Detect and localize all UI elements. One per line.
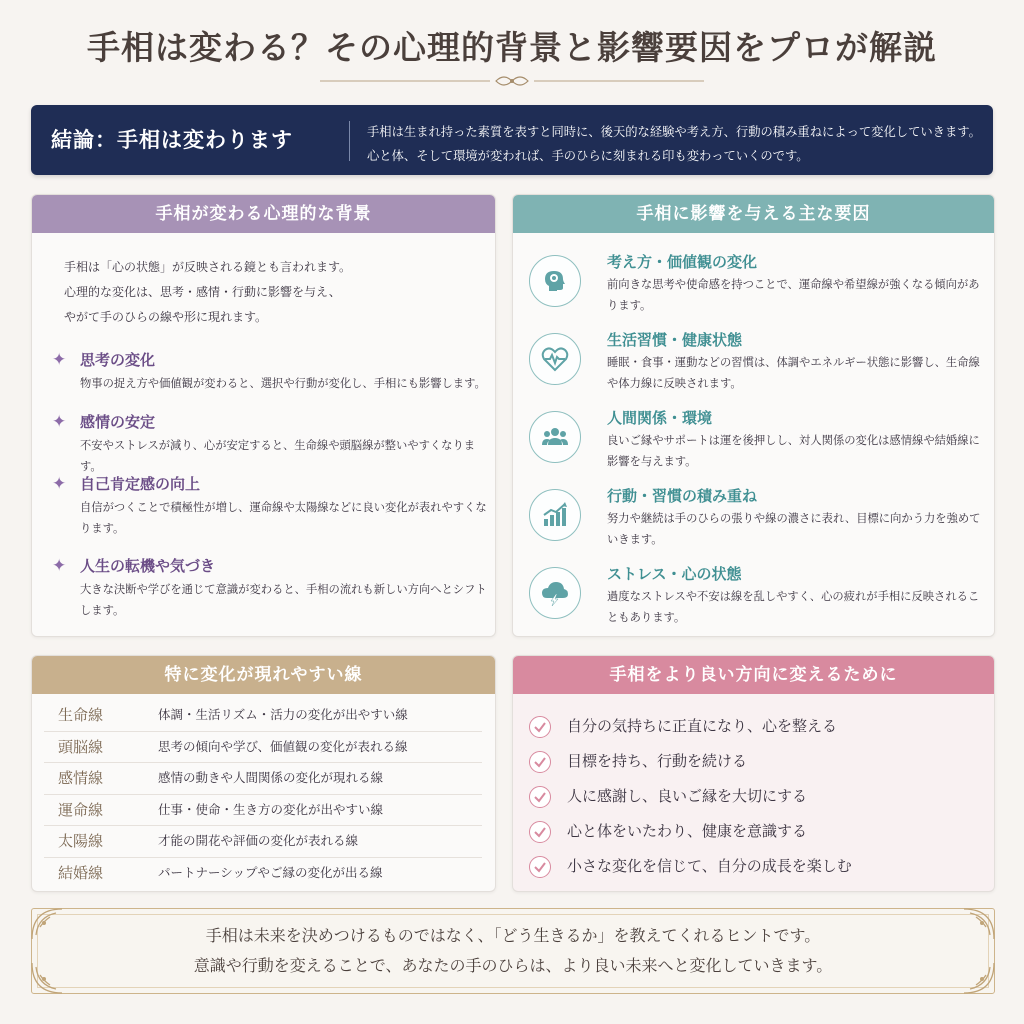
factor-item: [529, 407, 989, 477]
psych-intro-line: やがて手のひらの線や形に現れます。: [64, 310, 268, 324]
storm-cloud-icon: [529, 567, 581, 619]
list-item: [529, 781, 969, 811]
factor-item: [529, 251, 989, 321]
tips-panel-header: 手相をより良い方向に変えるために: [513, 656, 994, 694]
factor-title: 考え方・価値観の変化: [607, 253, 758, 271]
factor-text: 良いご縁やサポートは運を後押しし、対人関係の変化は感情線や結婚線に影響を与えます。: [607, 434, 980, 468]
list-item: [529, 746, 969, 776]
line-description: 仕事・使命・生き方の変化が出やすい線: [158, 801, 384, 817]
psych-item-title: 感情の安定: [80, 413, 156, 431]
page-title: 手相は変わる？その心理的背景と影響要因をプロが解説: [87, 28, 937, 67]
psych-intro-line: 手相は「心の状態」が反映される鏡とも言われます。: [64, 260, 352, 274]
factor-title: ストレス・心の状態: [607, 565, 742, 583]
factor-title: 行動・習慣の積み重ね: [607, 487, 758, 505]
line-description: 思考の傾向や学び、価値観の変化が表れる線: [158, 738, 408, 754]
conclusion-line-2: 心と体、そして環境が変われば、手のひらに刻まれる印も変わっていくのです。: [367, 149, 809, 163]
tip-text: 小さな変化を信じて、自分の成長を楽しむ: [567, 857, 852, 875]
check-icon: [529, 821, 551, 843]
psych-item-text: 自信がつくことで積極性が増し、運命線や太陽線などに良い変化が表れやすくなります。: [80, 501, 487, 535]
factor-item: [529, 485, 989, 555]
sparkle-icon: ✦: [52, 350, 67, 370]
factors-panel-header: 手相に影響を与える主な要因: [513, 195, 994, 233]
lines-panel-header: 特に変化が現れやすい線: [32, 656, 495, 694]
check-icon: [529, 751, 551, 773]
sparkle-icon: ✦: [52, 556, 67, 576]
conclusion-text: [367, 120, 987, 168]
table-row: [44, 763, 482, 795]
psych-item-title: 人生の転機や気づき: [80, 557, 216, 575]
tip-text: 目標を持ち、行動を続ける: [567, 752, 748, 770]
tip-text: 自分の気持ちに正直になり、心を整える: [567, 717, 838, 735]
lines-table: [44, 700, 482, 888]
factor-text: 前向きな思考や使命感を持つことで、運命線や希望線が強くなる傾向があります。: [607, 278, 980, 312]
psych-panel-header: 手相が変わる心理的な背景: [32, 195, 495, 233]
table-row: [44, 732, 482, 764]
list-item: [529, 711, 969, 741]
line-description: 才能の開花や評価の変化が表れる線: [158, 833, 359, 848]
psych-panel: [31, 194, 496, 637]
head-brain-icon: [529, 255, 581, 307]
factor-title: 人間関係・環境: [607, 409, 713, 427]
psych-item-text: 物事の捉え方や価値観が変わると、選択や行動が変化し、手相にも影響します。: [80, 377, 486, 390]
line-name: 運命線: [58, 800, 104, 819]
title-ornament: [300, 70, 724, 92]
factor-text: 努力や継続は手のひらの張りや線の濃さに表れ、目標に向かう力を強めていきます。: [607, 512, 981, 546]
psych-item-title: 思考の変化: [80, 351, 156, 369]
conclusion-divider: [349, 121, 350, 161]
factor-text: 過度なストレスや不安は線を乱しやすく、心の疲れが手相に反映されることもあります。: [607, 590, 980, 624]
table-row: [44, 826, 482, 858]
factor-item: [529, 563, 989, 633]
line-description: パートナーシップやご縁の変化が出る線: [158, 864, 383, 880]
check-icon: [529, 856, 551, 878]
growth-chart-icon: [529, 489, 581, 541]
conclusion-banner: [31, 105, 993, 175]
psych-intro: [64, 255, 351, 330]
table-row: [44, 700, 482, 732]
line-description: 感情の動きや人間関係の変化が現れる線: [158, 770, 384, 785]
line-name: 生命線: [58, 706, 104, 724]
check-icon: [529, 716, 551, 738]
table-row: [44, 795, 482, 827]
sparkle-icon: ✦: [52, 474, 67, 494]
factor-title: 生活習慣・健康状態: [607, 331, 743, 349]
tip-text: 人に感謝し、良いご縁を大切にする: [567, 787, 808, 805]
conclusion-label: 結論：手相は変わります: [51, 128, 293, 152]
footer-line-2: 意識や行動を変えることで、あなたの手のひらは、より良い未来へと変化していきます。: [193, 956, 833, 975]
factor-item: [529, 329, 989, 399]
psych-item-title: 自己肯定感の向上: [80, 475, 201, 493]
line-name: 感情線: [58, 769, 104, 787]
lines-panel: [31, 655, 496, 892]
factor-text: 睡眠・食事・運動などの習慣は、体調やエネルギー状態に影響し、生命線や体力線に反映されます。: [607, 356, 980, 390]
line-name: 太陽線: [58, 832, 104, 850]
check-icon: [529, 786, 551, 808]
psych-intro-line: 心理的な変化は、思考・感情・行動に影響を与え、: [64, 285, 341, 299]
tips-panel: [512, 655, 995, 892]
people-icon: [529, 411, 581, 463]
footer-line-1: 手相は未来を決めつけるものではなく、「どう生きるか」を教えてくれるヒントです。: [205, 926, 821, 945]
heart-pulse-icon: [529, 333, 581, 385]
factors-panel: [512, 194, 995, 637]
list-item: [529, 816, 969, 846]
tip-text: 心と体をいたわり、健康を意識する: [567, 822, 808, 840]
line-description: 体調・生活リズム・活力の変化が出やすい線: [158, 707, 408, 722]
sparkle-icon: ✦: [52, 412, 67, 432]
table-row: [44, 858, 482, 889]
line-name: 結婚線: [58, 863, 104, 882]
footer-message-box: [31, 908, 995, 994]
line-name: 頭脳線: [58, 737, 104, 756]
psych-item-text: 不安やストレスが減り、心が安定すると、生命線や頭脳線が整いやすくなります。: [80, 439, 476, 473]
psych-item-text: 大きな決断や学びを通じて意識が変わると、手相の流れも新しい方向へとシフトします。: [80, 583, 487, 617]
list-item: [529, 851, 969, 881]
conclusion-line-1: 手相は生まれ持った素質を表すと同時に、後天的な経験や考え方、行動の積み重ねによって変化していきます。: [367, 125, 981, 139]
